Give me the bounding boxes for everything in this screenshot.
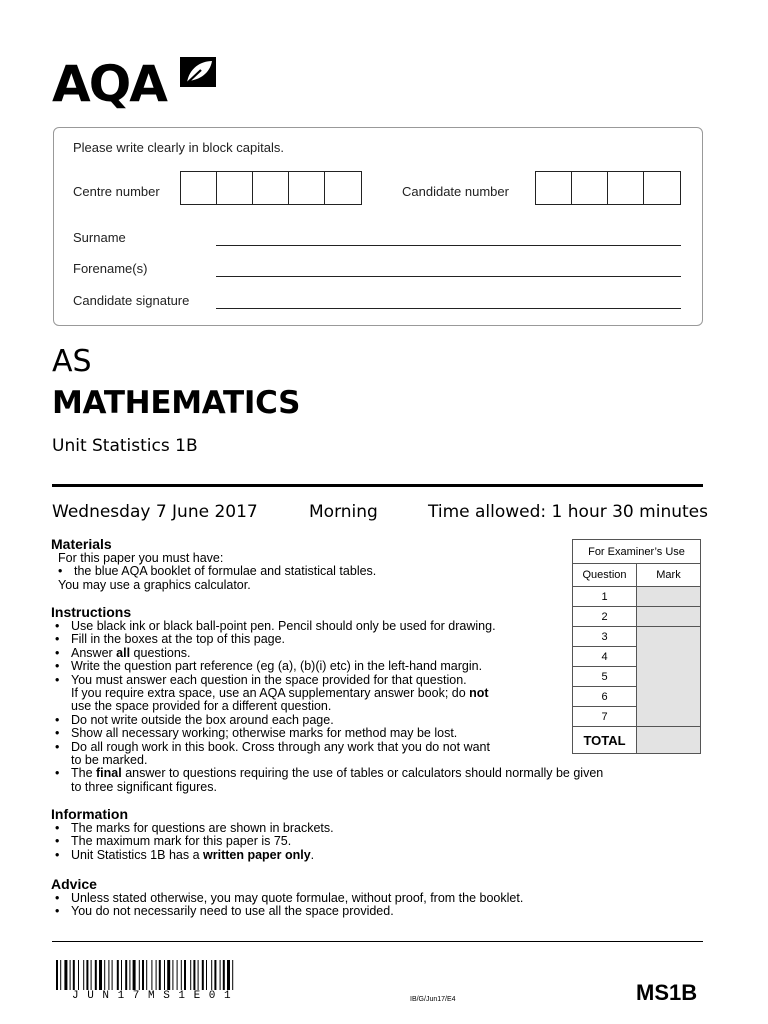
instruction-item: • Write the question part reference (eg (a), (b)(i) etc) in the left-hand margin. [51,660,701,673]
logo-text: AQA [52,55,166,113]
centre-digit-box[interactable] [217,172,253,204]
barcode-bar [95,960,97,990]
barcode-bar [112,960,113,990]
question-number: 1 [573,587,637,607]
barcode-bar [214,960,216,990]
information-list [51,822,701,862]
candidate-details-box [53,127,703,326]
barcode-bar [206,960,207,990]
materials-section [51,537,571,592]
barcode-bar [232,960,233,990]
barcode-bar [99,960,102,990]
materials-intro: For this paper you must have: [58,551,224,565]
advice-heading: Advice [51,876,97,892]
barcode-bar [125,960,127,990]
barcode-bar [64,960,67,990]
candidate-digit-box[interactable] [644,172,680,204]
instruction-item: • Fill in the boxes at the top of this page. [51,633,701,646]
candidate-digit-box[interactable] [608,172,644,204]
aqa-logo [52,56,222,112]
mark-column-header: Mark [637,564,701,587]
surname-line[interactable] [216,245,681,246]
total-mark-cell[interactable] [637,727,701,754]
examiner-use-table [572,539,701,754]
candidate-digit-box[interactable] [572,172,608,204]
barcode-bar [220,960,221,990]
materials-item: • the blue AQA booklet of formulae and statistical tables. [54,565,571,578]
footer-divider [52,941,703,942]
barcode-bar [86,960,88,990]
time-allowed: Time allowed: 1 hour 30 minutes [428,502,708,522]
centre-number-label: Centre number [73,184,160,199]
advice-item: • Unless stated otherwise, you may quote formulae, without proof, from the booklet. [51,892,701,905]
question-number: 4 [573,647,637,667]
barcode-bar [91,960,92,990]
centre-digit-box[interactable] [253,172,289,204]
barcode-bar [129,960,130,990]
materials-list [51,565,571,578]
instruction-item: • You must answer each question in the space provided for that question. If you require extra space, use an AQA supplementary answer book; do not use the space provided for a different question. [51,674,701,714]
question-number: 7 [573,707,637,727]
barcode-bar [202,960,204,990]
information-item: • The maximum mark for this paper is 75. [51,835,701,848]
barcode-bar [167,960,170,990]
barcode-bar [184,960,186,990]
information-item: • Unit Statistics 1B has a written paper only. [51,849,701,862]
leaf-icon [179,56,219,90]
instructions-heading: Instructions [51,604,132,620]
centre-digit-box[interactable] [289,172,325,204]
materials-note: You may use a graphics calculator. [58,577,251,592]
surname-label: Surname [73,230,126,245]
mark-cell-merged[interactable] [637,627,701,727]
barcode-bar [198,960,199,990]
barcode-bar [211,960,212,990]
barcode-bar [177,960,178,990]
mark-cell[interactable] [637,587,701,607]
question-number: 3 [573,627,637,647]
advice-section [51,877,701,919]
mark-cell[interactable] [637,607,701,627]
block-capitals-instruction: Please write clearly in block capitals. [73,140,284,155]
barcode-bar [139,960,140,990]
barcode-bar [83,960,84,990]
barcode-bar [227,960,230,990]
centre-digit-box[interactable] [181,172,217,204]
examiner-table-title: For Examiner’s Use [573,540,701,564]
barcode-bar [78,960,79,990]
exam-date: Wednesday 7 June 2017 [52,502,258,522]
information-heading: Information [51,806,128,822]
instruction-item: • Answer all questions. [51,647,701,660]
total-label: TOTAL [573,727,637,754]
barcode-bar [60,960,61,990]
barcode [56,960,282,990]
barcode-bar [121,960,122,990]
information-item: • The marks for questions are shown in brackets. [51,822,701,835]
barcode-bar [223,960,225,990]
centre-digit-box[interactable] [325,172,361,204]
advice-item: • You do not necessarily need to use all the space provided. [51,905,701,918]
divider [52,484,703,487]
subject-title: MATHEMATICS [52,385,301,421]
instruction-item: • The final answer to questions requiring the use of tables or calculators should normally be given to three significant figures. [51,767,701,794]
barcode-bar [164,960,165,990]
forename-label: Forename(s) [73,261,148,276]
advice-list [51,892,701,919]
barcode-bar [156,960,157,990]
question-column-header: Question [573,564,637,587]
signature-label: Candidate signature [73,293,190,308]
exam-session: Morning [309,502,378,522]
barcode-bar [73,960,75,990]
barcode-bar [70,960,71,990]
barcode-bar [172,960,173,990]
instruction-item: • Do not write outside the box around each page. [51,714,701,727]
barcode-text: JUN17MS1E01 [72,990,240,1002]
candidate-number-boxes[interactable] [535,171,681,205]
forename-line[interactable] [216,276,681,277]
question-number: 2 [573,607,637,627]
candidate-number-label: Candidate number [402,184,509,199]
paper-code: MS1B [636,980,698,1005]
materials-heading: Materials [51,536,112,552]
question-number: 6 [573,687,637,707]
qualification-title: AS [52,344,92,379]
information-section [51,807,701,862]
unit-title: Unit Statistics 1B [52,436,198,456]
barcode-bar [104,960,105,990]
barcode-bar [181,960,182,990]
instruction-item: • Show all necessary working; otherwise marks for method may be lost. [51,727,701,740]
barcode-bar [190,960,191,990]
instruction-item: • Use black ink or black ball-point pen. Pencil should only be used for drawing. [51,620,701,633]
signature-line[interactable] [216,308,681,309]
barcode-bar [151,960,152,990]
instruction-item: • Do all rough work in this book. Cross through any work that you do not want to be marked. [51,741,701,768]
barcode-bar [56,960,58,990]
barcode-bar [133,960,136,990]
question-number: 5 [573,667,637,687]
candidate-digit-box[interactable] [536,172,572,204]
barcode-bar [108,960,109,990]
barcode-bar [193,960,195,990]
barcode-bar [142,960,144,990]
barcode-bar [146,960,147,990]
barcode-bar [117,960,119,990]
barcode-bar [159,960,161,990]
paper-reference-code: IB/G/Jun17/E4 [410,996,456,1003]
centre-number-boxes[interactable] [180,171,362,205]
